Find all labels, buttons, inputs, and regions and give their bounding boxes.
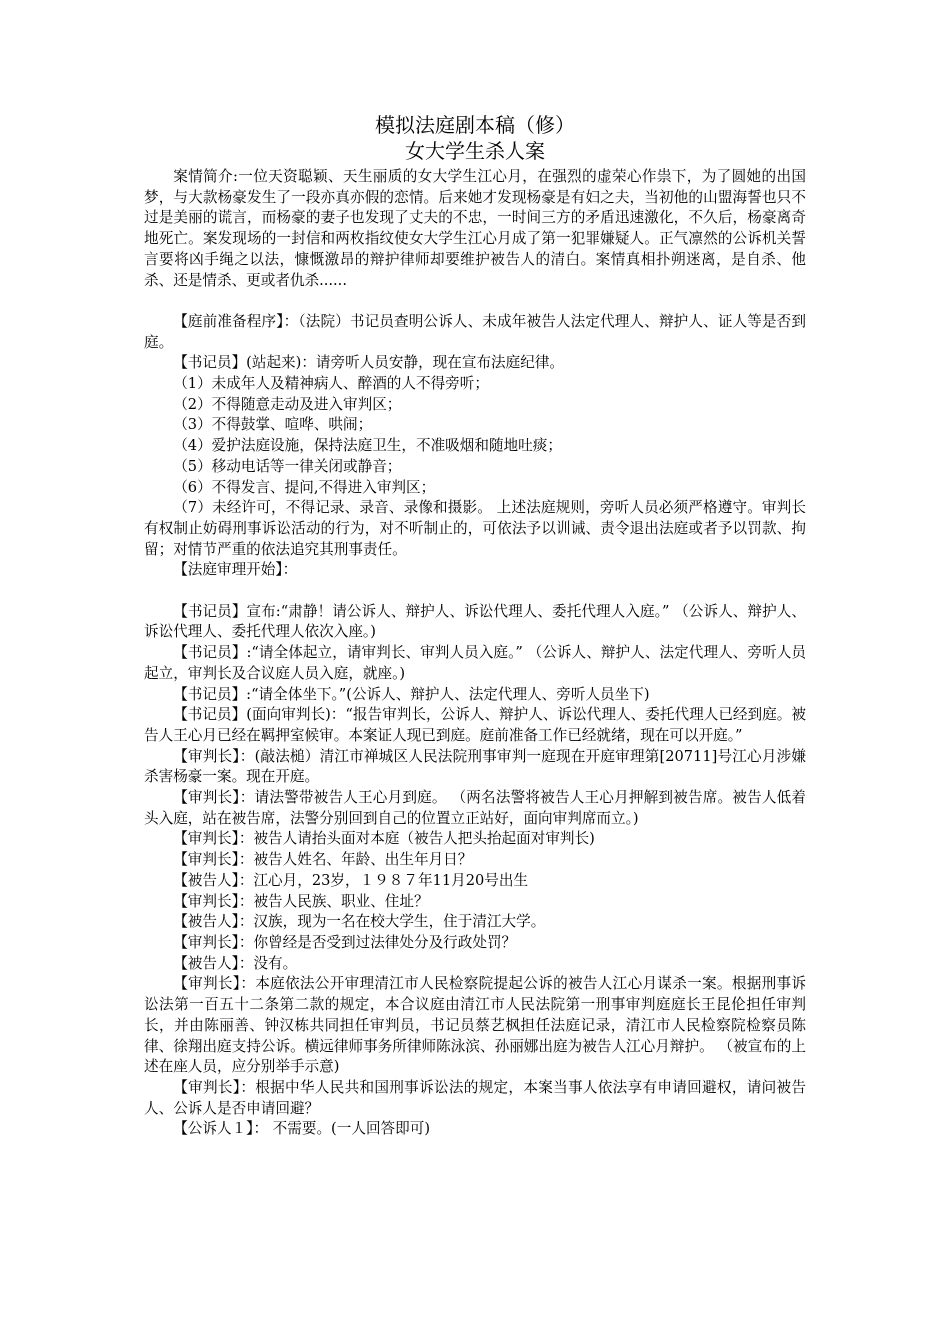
dialogue-line: 【审判长】：被告人民族、职业、住址？ bbox=[173, 892, 429, 910]
case-summary: 案情简介:一位天资聪颖、天生丽质的女大学生江心月，在强烈的虚荣心作祟下，为了圆她的出国梦，与大款杨豪发生了一段亦真亦假的恋情。后来她才发现杨豪是有妇之夫，当初他的山盟海誓也只不过是美丽的谎言，而杨豪的妻子也发现了丈夫的不忠，一时间三方的矛盾迅速激化，不久后，杨豪离奇地死亡。案发现场的一封信和两枚指纹使女大学生江心月成了第一犯罪嫌疑人。正气凛然的公诉机关誓言要将凶手绳之以法，慷慨激昂的辩护律师却要维护被告人的清白。案情真相扑朔迷离，是自杀、他杀、还是情杀、更或者仇杀...... bbox=[144, 168, 806, 289]
rule-item: （1）未成年人及精神病人、醉酒的人不得旁听； bbox=[173, 375, 489, 393]
document-body bbox=[144, 112, 806, 1140]
rule-item: （4）爱护法庭设施，保持法庭卫生，不准吸烟和随地吐痰； bbox=[173, 437, 562, 455]
dialogue-line: 【审判长】：请法警带被告人王心月到庭。 （两名法警将被告人王心月押解到被告席。被告人低着头入庭，站在被告席，法警分别回到自己的位置立正站好，面向审判席而立。) bbox=[144, 789, 806, 827]
dialogue-line: 【书记员】宣布:“肃静！请公诉人、辩护人、诉讼代理人、委托代理人入庭。” （公诉人、辩护人、诉讼代理人、委托代理人依次入座。) bbox=[144, 602, 806, 641]
document-subtitle: 女大学生杀人案 bbox=[405, 139, 545, 163]
blank-line bbox=[144, 581, 806, 602]
clerk-announcement: 【书记员】(站起来)：请旁听人员安静，现在宣布法庭纪律。 bbox=[173, 354, 565, 372]
dialogue-line: 【书记员】:“请全体坐下。”(公诉人、辩护人、法定代理人、旁听人员坐下) bbox=[173, 685, 650, 703]
rule-item: （3）不得鼓掌、喧哗、哄闹； bbox=[173, 416, 373, 434]
dialogue-line: 【书记员】:“请全体起立，请审判长、审判人员入庭。” （公诉人、辩护人、法定代理人、旁听人员起立，审判长及合议庭人员入庭，就座。) bbox=[144, 644, 806, 682]
dialogue-line: 【被告人】：没有。 bbox=[173, 954, 298, 972]
dialogue-line: 【公诉人１】： 不需要。(一人回答即可) bbox=[173, 1120, 431, 1138]
dialogue-line: 【审判长】：你曾经是否受到过法律处分及行政处罚？ bbox=[173, 933, 517, 951]
blank-line bbox=[144, 291, 806, 312]
trial-start-heading: 【法庭审理开始】： bbox=[173, 561, 298, 579]
dialogue-line: 【审判长】：根据中华人民共和国刑事诉讼法的规定，本案当事人依法享有申请回避权，请问被告人、公诉人是否申请回避？ bbox=[144, 1078, 806, 1117]
dialogue-line: 【审判长】：本庭依法公开审理清江市人民检察院提起公诉的被告人江心月谋杀一案。根据刑事诉讼法第一百五十二条第二款的规定，本合议庭由清江市人民法院第一刑事审判庭庭长王昆伦担任审判长，并由陈丽善、钟汉栋共同担任审判员，书记员蔡艺枫担任法庭记录，清江市人民检察院检察员陈律、徐翔出庭支持公诉。横远律师事务所律师陈泳滨、孙丽娜出庭为被告人江心月辩护。 （被宣布的上述在座人员，应分别举手示意) bbox=[144, 975, 806, 1076]
rule-item: （6）不得发言、提问,不得进入审判区； bbox=[173, 478, 436, 496]
dialogue-line: 【审判长】：(敲法槌）清江市禅城区人民法院刑事审判一庭现在开庭审理第[20711]号江心月涉嫌杀害杨豪一案。现在开庭。 bbox=[144, 747, 806, 786]
dialogue-line: 【审判长】：被告人姓名、年龄、出生年月日？ bbox=[173, 851, 473, 869]
rule-item: （2）不得随意走动及进入审判区； bbox=[173, 395, 402, 413]
dialogue-line: 【书记员】(面向审判长)：“报告审判长，公诉人、辩护人、诉讼代理人、委托代理人已经到庭。被告人王心月已经在羁押室候审。本案证人现已到庭。庭前准备工作已经就绪，现在可以开庭。” bbox=[144, 706, 806, 744]
dialogue-line: 【被告人】：江心月，23岁，１９８７年11月20号出生 bbox=[173, 871, 529, 889]
document-title: 模拟法庭剧本稿（修） bbox=[375, 113, 575, 137]
dialogue-line: 【被告人】：汉族，现为一名在校大学生，住于清江大学。 bbox=[173, 913, 546, 931]
rule-item: （5）移动电话等一律关闭或静音； bbox=[173, 457, 402, 475]
dialogue-line: 【审判长】：被告人请抬头面对本庭（被告人把头抬起面对审判长) bbox=[173, 830, 595, 848]
pretrial-procedure: 【庭前准备程序】：（法院）书记员查明公诉人、未成年被告人法定代理人、辩护人、证人等是否到庭。 bbox=[144, 312, 806, 351]
rule-item-7: （7）未经许可，不得记录、录音、录像和摄影。 上述法庭规则，旁听人员必须严格遵守。审判长有权制止妨碍刑事诉讼活动的行为，对不听制止的，可依法予以训诫、责令退出法庭或者予以罚款、拘留；对情节严重的依法追究其刑事责任。 bbox=[144, 499, 806, 558]
